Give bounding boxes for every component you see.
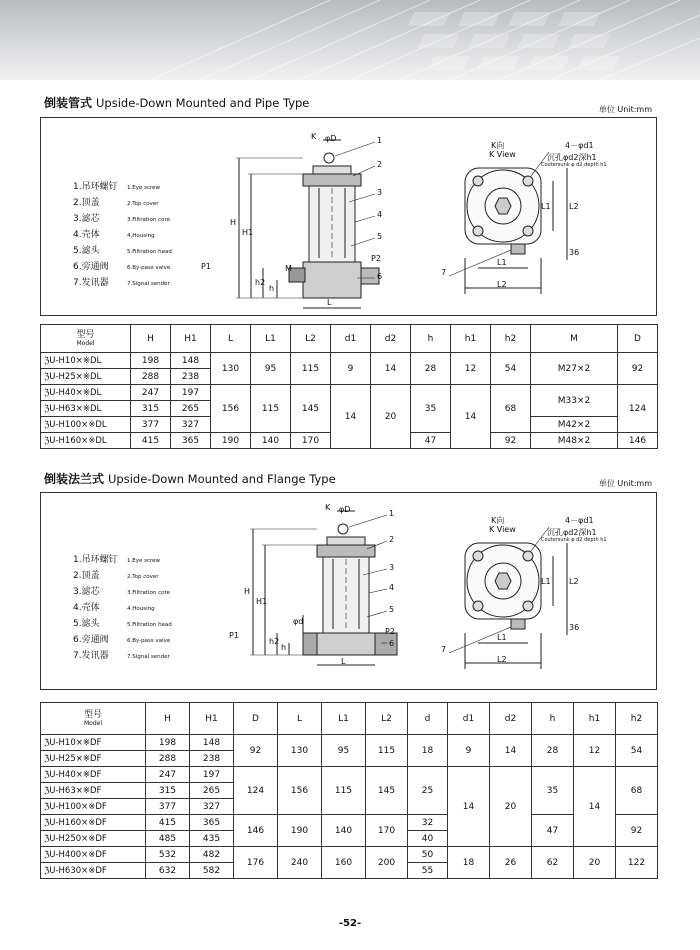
header-cell: H — [131, 325, 171, 353]
legend-en: 1.Eye screw — [127, 558, 161, 564]
header-cell: H1 — [171, 325, 211, 353]
table-cell: 35 — [532, 767, 574, 815]
header-cell: L2 — [291, 325, 331, 353]
legend-en: 3.Filtration core — [127, 590, 171, 596]
table-cell: 54 — [491, 353, 531, 385]
dim-label: P2 — [385, 627, 395, 636]
legend-en: 1.Eye screw — [127, 185, 161, 191]
header-model-cn: 型号 — [83, 710, 102, 720]
callout-label: 4 — [377, 210, 383, 219]
table-cell: 124 — [234, 767, 278, 815]
table-cell: 288 — [146, 751, 190, 767]
table-cell: 20 — [490, 767, 532, 847]
table-cell: M42×2 — [531, 417, 618, 433]
eye-screw-shape — [324, 153, 334, 163]
legend-item — [73, 228, 172, 244]
table-cell: 35 — [411, 385, 451, 433]
callout-label: 6 — [377, 272, 383, 281]
table-cell: 55 — [408, 863, 448, 879]
table-cell: 377 — [131, 417, 171, 433]
legend-cn: 2.顶盖 — [73, 198, 100, 208]
legend-cn: 6.旁通阀 — [73, 262, 109, 272]
section-1-title-en: Upside-Down Mounted and Pipe Type — [96, 96, 310, 110]
legend-item — [73, 585, 172, 601]
table-cell: 130 — [278, 735, 322, 767]
table-cell: 240 — [278, 847, 322, 879]
table-cell: 14 — [331, 385, 371, 449]
section-2-title-en: Upside-Down Mounted and Flange Type — [108, 472, 336, 486]
model-cell: ℨU-H100×※DF — [41, 799, 146, 815]
header-cell: h2 — [616, 703, 658, 735]
table-cell: 68 — [616, 767, 658, 815]
table-cell: 95 — [251, 353, 291, 385]
table-cell: 156 — [278, 767, 322, 815]
table-cell: 482 — [190, 847, 234, 863]
header-cell: h1 — [574, 703, 616, 735]
dim-label: P1 — [201, 262, 211, 271]
table-cell: 9 — [331, 353, 371, 385]
dim-label: H1 — [256, 597, 268, 606]
legend-item — [73, 196, 172, 212]
table-cell: 156 — [211, 385, 251, 433]
table-cell: 327 — [190, 799, 234, 815]
legend-en: 5.Filtration head — [127, 249, 172, 255]
table-cell: 26 — [490, 847, 532, 879]
dim-label: h — [269, 284, 275, 293]
k-arrow-label: K — [311, 132, 317, 141]
unit-label-1: 单位 Unit:mm — [598, 105, 652, 114]
legend-en: 7.Signal sender — [127, 654, 170, 660]
header-cell: h — [532, 703, 574, 735]
callout-label: 1 — [377, 136, 383, 145]
header-cell: d — [408, 703, 448, 735]
header-cell: h1 — [451, 325, 491, 353]
table-cell: 145 — [291, 385, 331, 433]
callout-label: 1 — [389, 509, 395, 518]
dim-label: P2 — [371, 254, 381, 263]
legend-item — [73, 180, 172, 196]
table-cell: 365 — [171, 433, 211, 449]
legend-item — [73, 569, 172, 585]
dim-label: h2 — [255, 278, 266, 287]
table-cell: 632 — [146, 863, 190, 879]
header-model-en: Model — [83, 720, 102, 727]
table-cell: 47 — [532, 815, 574, 847]
model-cell: ℨU-H250×※DF — [41, 831, 146, 847]
model-cell: ℨU-H25×※DL — [41, 369, 131, 385]
table-cell: 68 — [491, 385, 531, 433]
table-cell: 124 — [618, 385, 658, 433]
table-cell: 14 — [448, 767, 490, 847]
drawing-2 — [40, 492, 657, 690]
legend-en: 6.By-pass valve — [127, 638, 171, 644]
counterbore-en: Coutersunk φ d2 depth h1 — [541, 162, 607, 168]
table-cell: 14 — [574, 767, 616, 847]
table-cell: 148 — [190, 735, 234, 751]
k-view-en: K View — [489, 150, 516, 159]
header-cell: h2 — [491, 325, 531, 353]
table-cell: 200 — [366, 847, 408, 879]
section-1-title-cn: 倒装管式 — [44, 96, 93, 110]
hole-label: 4－φd1 — [565, 141, 594, 150]
page-number: -52- — [338, 918, 362, 929]
legend-en: 5.Filtration head — [127, 622, 172, 628]
table-cell: 170 — [366, 815, 408, 847]
table-cell: 40 — [408, 831, 448, 847]
section-1-title — [44, 94, 309, 111]
legend-cn: 7.发讯器 — [73, 651, 109, 661]
table-cell: 140 — [251, 433, 291, 449]
table-cell: 28 — [532, 735, 574, 767]
model-cell: ℨU-H63×※DF — [41, 783, 146, 799]
dim-label: L2 — [569, 202, 579, 211]
header-banner — [0, 0, 700, 80]
table-cell: 190 — [278, 815, 322, 847]
header-cell: L1 — [251, 325, 291, 353]
table-cell: 160 — [322, 847, 366, 879]
section-2-title-cn: 倒装法兰式 — [44, 472, 105, 486]
table-cell: 9 — [448, 735, 490, 767]
header-cell: d2 — [371, 325, 411, 353]
header-cell: M — [531, 325, 618, 353]
table-cell: 115 — [366, 735, 408, 767]
dim-label: h — [281, 643, 287, 652]
model-cell: ℨU-H630×※DF — [41, 863, 146, 879]
legend-cn: 6.旁通阀 — [73, 635, 109, 645]
table-cell: M48×2 — [531, 433, 618, 449]
table-cell: 115 — [322, 767, 366, 815]
legend-cn: 2.顶盖 — [73, 571, 100, 581]
legend-cn: 3.滤芯 — [73, 587, 100, 597]
header-cell: H1 — [190, 703, 234, 735]
callout-label: 3 — [389, 563, 395, 572]
legend-cn: 7.发讯器 — [73, 278, 109, 288]
table-cell: M33×2 — [531, 385, 618, 417]
dim-label: H — [244, 587, 251, 596]
table-cell: 146 — [618, 433, 658, 449]
table-cell: 47 — [411, 433, 451, 449]
legend-item — [73, 601, 172, 617]
callout-label: 7 — [441, 268, 447, 277]
callout-label: 7 — [441, 645, 447, 654]
header-cell: L — [278, 703, 322, 735]
counterbore-cn: 沉孔φd2深h1 — [547, 153, 597, 162]
table-row — [41, 385, 658, 401]
legend-en: 7.Signal sender — [127, 281, 170, 287]
table-cell: 198 — [131, 353, 171, 369]
table-cell: 54 — [616, 735, 658, 767]
diameter-label: φD — [339, 505, 351, 514]
dim-label: L2 — [497, 280, 507, 289]
table-cell: 20 — [574, 847, 616, 879]
table-cell: 20 — [371, 385, 411, 449]
legend-cn: 3.滤芯 — [73, 214, 100, 224]
table-cell: 582 — [190, 863, 234, 879]
legend-cn: 5.滤头 — [73, 246, 100, 256]
callout-label: 2 — [389, 535, 395, 544]
table-cell: 92 — [616, 815, 658, 847]
unit-label-2: 单位 Unit:mm — [598, 479, 652, 488]
table-cell: 146 — [234, 815, 278, 847]
model-cell: ℨU-H40×※DF — [41, 767, 146, 783]
dim-label: L1 — [497, 633, 507, 642]
legend-item — [73, 633, 172, 649]
dim-label: L2 — [497, 655, 507, 664]
model-cell: ℨU-H160×※DF — [41, 815, 146, 831]
table-cell: 18 — [408, 735, 448, 767]
counterbore-en: Coutersunk φ d2 depth h1 — [541, 537, 607, 543]
header-model — [41, 703, 146, 735]
legend-cn: 5.滤头 — [73, 619, 100, 629]
legend-en: 2.Top cover — [127, 574, 159, 580]
table-cell: 122 — [616, 847, 658, 879]
legend-en: 6.By-pass valve — [127, 265, 171, 271]
table-row — [41, 815, 658, 831]
table-cell: 14 — [451, 385, 491, 449]
table-cell: 435 — [190, 831, 234, 847]
header-model-cn: 型号 — [76, 330, 95, 340]
section-2-title — [44, 470, 336, 487]
legend-en: 3.Filtration core — [127, 217, 171, 223]
dim-label: L2 — [569, 577, 579, 586]
table-cell: 12 — [574, 735, 616, 767]
k-view-cn: K向 — [491, 516, 505, 525]
legend-cn: 4.壳体 — [73, 603, 100, 613]
drawing-1 — [40, 117, 657, 316]
table-cell: 92 — [491, 433, 531, 449]
k-arrow-label: K — [325, 503, 331, 512]
table-cell: 415 — [146, 815, 190, 831]
table-cell: 365 — [190, 815, 234, 831]
legend-en: 4.Housing — [127, 606, 155, 612]
callout-label: 2 — [377, 160, 383, 169]
model-cell: ℨU-H160×※DL — [41, 433, 131, 449]
k-view-cn: K向 — [491, 141, 505, 150]
table-cell: 62 — [532, 847, 574, 879]
table-cell: 238 — [190, 751, 234, 767]
legend-cn: 1.吊环螺钉 — [73, 182, 118, 192]
header-cell: H — [146, 703, 190, 735]
table-cell: 327 — [171, 417, 211, 433]
keyboard-graphic — [0, 0, 700, 80]
header-cell: d2 — [490, 703, 532, 735]
counterbore-cn: 沉孔φd2深h1 — [547, 528, 597, 537]
table-row — [41, 767, 658, 783]
callout-label: 6 — [389, 639, 395, 648]
legend-1 — [73, 180, 172, 292]
header-cell: L2 — [366, 703, 408, 735]
dim-label: M — [285, 264, 292, 273]
legend-2 — [73, 553, 172, 665]
table-cell: 197 — [171, 385, 211, 401]
table-cell: 197 — [190, 767, 234, 783]
legend-item — [73, 553, 172, 569]
side-dim-label: 36 — [569, 623, 580, 632]
table-cell: 14 — [490, 735, 532, 767]
diameter-label: φD — [325, 134, 337, 143]
callout-label: 5 — [389, 605, 395, 614]
legend-en: 2.Top cover — [127, 201, 159, 207]
table-row — [41, 735, 658, 751]
callout-label: 5 — [377, 232, 383, 241]
table-cell: 130 — [211, 353, 251, 385]
legend-en: 4.Housing — [127, 233, 155, 239]
table-cell: 12 — [451, 353, 491, 385]
model-cell: ℨU-H25×※DF — [41, 751, 146, 767]
header-cell: L1 — [322, 703, 366, 735]
k-view-en: K View — [489, 525, 516, 534]
table-cell: 145 — [366, 767, 408, 815]
table-cell: 92 — [618, 353, 658, 385]
table-cell: 115 — [251, 385, 291, 433]
header-cell: h — [411, 325, 451, 353]
dim-label: L1 — [541, 202, 551, 211]
dim-label: P1 — [229, 631, 239, 640]
header-model-en: Model — [76, 340, 95, 347]
table-cell: 247 — [146, 767, 190, 783]
legend-cn: 1.吊环螺钉 — [73, 555, 118, 565]
spec-table-pipe — [40, 324, 658, 449]
legend-item — [73, 617, 172, 633]
model-cell: ℨU-H400×※DF — [41, 847, 146, 863]
header-cell: L — [211, 325, 251, 353]
model-cell: ℨU-H10×※DL — [41, 353, 131, 369]
table-cell: 532 — [146, 847, 190, 863]
legend-cn: 4.壳体 — [73, 230, 100, 240]
dim-label: L — [327, 298, 332, 307]
table-cell: 92 — [234, 735, 278, 767]
model-cell: ℨU-H100×※DL — [41, 417, 131, 433]
header-cell: D — [618, 325, 658, 353]
table-cell: 18 — [448, 847, 490, 879]
table-cell: 415 — [131, 433, 171, 449]
table-cell: 247 — [131, 385, 171, 401]
legend-item — [73, 649, 172, 665]
table-cell: 288 — [131, 369, 171, 385]
dim-label: L1 — [541, 577, 551, 586]
legend-item — [73, 244, 172, 260]
table-cell: 95 — [322, 735, 366, 767]
header-cell: D — [234, 703, 278, 735]
legend-item — [73, 212, 172, 228]
table-row — [41, 353, 658, 369]
dim-label: φd — [293, 617, 304, 626]
dim-label: h2 — [269, 637, 280, 646]
table-cell: 170 — [291, 433, 331, 449]
hole-label: 4－φd1 — [565, 516, 594, 525]
table-cell: 315 — [146, 783, 190, 799]
table-cell: 176 — [234, 847, 278, 879]
table-cell: 28 — [411, 353, 451, 385]
legend-item — [73, 260, 172, 276]
header-cell: d1 — [331, 325, 371, 353]
table-cell: 198 — [146, 735, 190, 751]
spec-table-flange — [40, 702, 658, 879]
header-cell: d1 — [448, 703, 490, 735]
table-cell: 377 — [146, 799, 190, 815]
table-cell: 485 — [146, 831, 190, 847]
dim-label: H — [230, 218, 237, 227]
table-cell: 238 — [171, 369, 211, 385]
model-cell: ℨU-H63×※DL — [41, 401, 131, 417]
table-cell: 315 — [131, 401, 171, 417]
table-cell: 148 — [171, 353, 211, 369]
dim-label: L — [341, 657, 346, 666]
dim-label: H1 — [242, 228, 254, 237]
table-cell: 25 — [408, 767, 448, 815]
table-row — [41, 847, 658, 863]
model-cell: ℨU-H10×※DF — [41, 735, 146, 751]
callout-label: 4 — [389, 583, 395, 592]
callout-label: 3 — [377, 188, 383, 197]
table-cell: 50 — [408, 847, 448, 863]
table-cell: 265 — [190, 783, 234, 799]
table-cell: 14 — [371, 353, 411, 385]
table-cell: 32 — [408, 815, 448, 831]
legend-item — [73, 276, 172, 292]
model-cell: ℨU-H40×※DL — [41, 385, 131, 401]
table-cell: M27×2 — [531, 353, 618, 385]
side-dim-label: 36 — [569, 248, 580, 257]
table-cell: 115 — [291, 353, 331, 385]
header-model — [41, 325, 131, 353]
table-cell: 140 — [322, 815, 366, 847]
table-cell: 265 — [171, 401, 211, 417]
dim-label: L1 — [497, 258, 507, 267]
table-cell: 190 — [211, 433, 251, 449]
